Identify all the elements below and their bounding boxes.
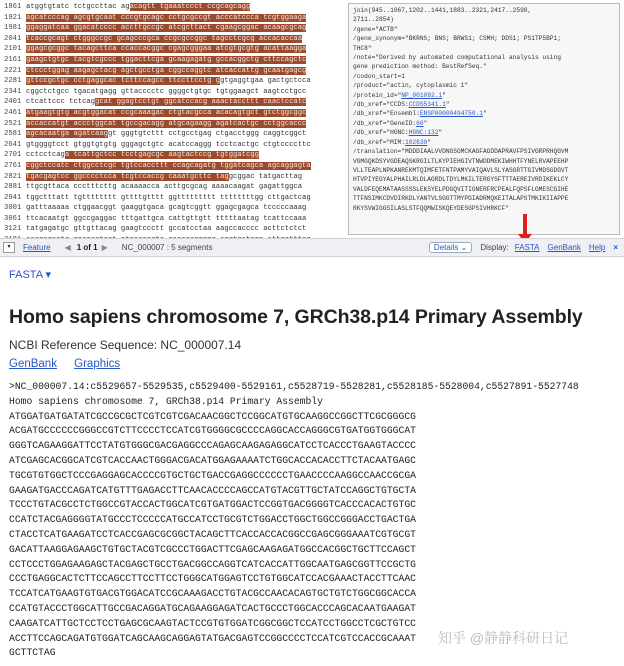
feature-line: /protein_id="NP_001092.1" [353, 91, 446, 99]
exon-highlight: atgaagtgtg acgtggacat ccgcaaagac ctgtacgcca acacagtgct gtctggcggc [26, 108, 307, 117]
exon-highlight: a tcattgctcc tcctgagcgc aagtactccg tgtggatcgg [64, 151, 259, 160]
sequence-line [4, 150, 349, 161]
feature-line [353, 157, 615, 166]
feature-text: join(945..1067,1202..1441,1883..2321,2417..2598, [353, 7, 532, 14]
sequence-line [4, 44, 349, 55]
fasta-sequence [9, 380, 579, 661]
fasta-sequence-line: GAAGATGACCCAGATCATGTTTGAGACCTTCAACACCCCAGCCATGTACGTTGCTATCCAGGCTGTGCTA [9, 484, 416, 496]
fasta-description: Homo sapiens chromosome 7, GRCh38.p14 Primary Assembly [9, 395, 323, 407]
sequence-line [4, 34, 349, 45]
feature-text: /db_xref="Ensembl: [353, 110, 420, 118]
exon-highlight: gcat ggagtcctgt ggcatccacg aaactaccttt caactccatc [95, 98, 307, 107]
display-link-help[interactable]: Help [588, 243, 606, 252]
feature-text: /db_xref="HGNC: [353, 129, 409, 137]
page-title: Homo sapiens chromosome 7, GRCh38.p14 Primary Assembly [9, 306, 583, 328]
fasta-sequence-line: CAAGATCATTGCTCCTCCTGAGCGCAAGTACTCCGTGTGGATCGGCGGCTCCATCCTGGCCTCGCTGTCC [9, 617, 416, 629]
feature-text: /protein_id=" [353, 91, 402, 99]
sequence-text: gatttaaaaa ctggaacggt gaaggtgaca gcagtcggtt ggagcgagca tcccccaaag [26, 204, 307, 213]
sequence-text: cggctctgcc tgacatgagg gttacccctc ggggctgtgc tgtggaagct aagtcctgcc [26, 87, 307, 96]
sequence-line [4, 87, 349, 98]
sequence-line [4, 214, 349, 225]
genbank-link[interactable]: GenBank [9, 358, 57, 370]
sequence-position: 2941 [4, 193, 22, 202]
display-link-fasta[interactable]: FASTA [514, 243, 540, 252]
exon-highlight: agcacaatga agatcaag [26, 130, 108, 139]
sequence-position: 1981 [4, 24, 22, 33]
sequence-line [4, 224, 349, 235]
fasta-sequence-line: CCATGTACCCTGGCATTGCCGACAGGATGCAGAAGGAGATCACTGCCCTGGCACCCAGCACAATGAAGAT [9, 602, 416, 614]
fasta-sequence-line: ATCGAGCACGGCATCGTCACCAACTGGGACGACATGGAGAAAATCTGGCACCACACCTTCTACAATGAGC [9, 454, 416, 466]
sequence-text: gt gggtgtcttt cctgcctgag ctgacctggg caggtcggct [107, 130, 307, 139]
feature-text: /translation="MDDDIAALVVDNGSGMCKAGFAGDDAPRAVFPSIVGRPRHQGVM [353, 148, 569, 156]
sequence-line [4, 161, 349, 172]
sequence-position: 3001 [4, 204, 22, 213]
sequence-text: gtgaggtgaa gactgctcca [220, 77, 311, 86]
fasta-sequence-line: GACATTAAGGAGAAGCTGTGCTACGTCGCCCTGGACTTCGAGCAAGAGATGGCCACGGCTGCTTCCAGCT [9, 543, 416, 555]
fasta-sequence-line: ACCTTCCAGCAGATGTGGATCAGCAAGCAGGAGTATGACGAGTCCGGCCCCTCCATCGTCCACCGCAAAT [9, 632, 416, 644]
sequence-line [4, 76, 349, 87]
sequence-line [4, 108, 349, 119]
viewer-toolbar [0, 238, 624, 257]
exon-highlight: gaagctgtgc tacgtcgccc tggacttcga gcaagagatg gccacggctg cttccagctc [26, 55, 307, 64]
sequence-text: gtggggtcct gtggtgtgtg gggagctgtc acatccaggg tcctcactgc ctgtccccttc [26, 140, 311, 149]
feature-text: VALDFEQEMATAASSSSLEKSYELPDGQVITIGNERFRCPEALFQPSFLGMESCGIHE [353, 185, 569, 193]
fasta-sequence-line: ATGGATGATGATATCGCCGCGCTCGTCGTCGACAACGGCTCCGGCATGTGCAAGGCCGGCTTCGCGGGCG [9, 410, 416, 422]
sequence-line [4, 172, 349, 183]
exon-highlight: gttccgctgc cctgaggcac tcttccagcc ttccttcctg g [26, 77, 221, 86]
fasta-sequence-line: CCATCTACGAGGGGTATGCCCTCCCCCATGCCATCCTGCGTCTGGACCTGGCTGGCCGGGACCTGACTGA [9, 514, 416, 526]
feature-text: THC8" [353, 44, 372, 52]
feature-link[interactable]: Feature [23, 243, 51, 252]
sequence-position: 1921 [4, 13, 22, 22]
feature-line [353, 147, 615, 156]
next-arrow-icon[interactable]: ▶ [101, 243, 108, 252]
feature-text: /db_xref="GeneID: [353, 119, 417, 127]
feature-line [353, 204, 615, 213]
watermark-text: 知乎 @静静科研日记 [438, 630, 569, 646]
exon-highlight: ggagcgcggc tacagcttca ccaccacggc cgagcgggaa atcgtgcgtg acattaagga [26, 45, 307, 54]
fasta-sequence-line: CCTCCCTGGAGAAGAGCTACGAGCTGCCTGACGGCCAGGTCATCACCATTGGCAATGAGCGGTTCCGCTG [9, 558, 416, 570]
sequence-line [4, 13, 349, 24]
sequence-position: 2281 [4, 77, 22, 86]
feature-text: /note="Derived by automated computational analysis using [353, 54, 561, 62]
feature-line [353, 194, 615, 203]
sequence-line [4, 23, 349, 34]
exon-highlight: tgacgagtcc ggcccctcca tcgtccaccg caaatgcttc tag [26, 172, 229, 181]
sequence-position: 2221 [4, 66, 22, 75]
fasta-sequence-line: TGCGTGTGGCTCCCGAGGAGCACCCCGTGCTGCTGACCGAGGCCCCCCTGAACCCCAAGGCCAACCGCGA [9, 469, 416, 481]
sequence-line [4, 129, 349, 140]
feature-text: VGMGQKDSYVGDEAQSKRGILTLKYPIEHGIVTNWDDMEKIWHHTFYNELRVAPEEHP [353, 157, 569, 165]
feature-line [353, 72, 615, 81]
sequence-line [4, 119, 349, 130]
sequence-text: ttcacaatgt ggccgaggac tttgattgca cattgttgtt tttttaatag tcattccaaa [26, 214, 307, 223]
feature-line: /db_xref="Ensembl:ENSP00000494750.1" [353, 110, 487, 118]
exon-highlight: accaccatgt accctggcat tgccgacagg atgcagaagg agatcactgc cctggcaccc [26, 119, 307, 128]
sequence-text: atggtgtatc tctgccttac ag [26, 3, 130, 11]
chevron-down-icon[interactable]: ▾ [3, 242, 15, 253]
sequence-text: ttgcgttaca ccctttcttg acaaaacca acttgcgcag aaaacaagat gagattggca [26, 183, 303, 192]
feature-line [353, 25, 615, 34]
exon-highlight: acagtt tgaaatccct ccgcagcagg [129, 3, 251, 11]
sequence-line [4, 55, 349, 66]
sequence-position: 3121 [4, 225, 22, 234]
feature-line [353, 166, 615, 175]
feature-line: /db_xref="CCDS:CCDS5341.1" [353, 101, 450, 109]
display-label: Display: [480, 243, 509, 252]
feature-line [353, 175, 615, 184]
sequence-position: 2041 [4, 34, 22, 43]
feature-xref-link[interactable]: HGNC:132 [408, 129, 439, 137]
feature-line [353, 6, 615, 15]
feature-line [353, 53, 615, 62]
feature-text: /db_xref="CCDS: [353, 101, 409, 109]
sequence-text: tatgagatgc gttgttacag gaagtccctt gccatcctaa aagccacccc acttctctct [26, 225, 307, 234]
feature-xref-link[interactable]: CCDS5341.1 [408, 101, 446, 109]
sequence-text: gcggac tatgacttag [228, 172, 303, 181]
feature-detail-panel [348, 3, 620, 235]
fasta-sequence-line: TCCATCATGAAGTGTGACGTGGACATCCGCAAAGACCTGTACGCCAACACAGTGCTGTCTGGCGGCACCA [9, 588, 416, 600]
sequence-position: 2461 [4, 108, 22, 117]
feature-xref-link[interactable]: 102630 [404, 138, 428, 146]
sequence-position: 3061 [4, 214, 22, 223]
fasta-format-dropdown[interactable]: FASTA ▾ [9, 269, 51, 281]
feature-text: /db_xref="MIM: [353, 138, 405, 146]
feature-xref-link[interactable]: ENSP00000494750.1 [419, 110, 483, 118]
sequence-position: 2821 [4, 172, 22, 181]
feature-text: /gene="ACTB" [353, 25, 398, 33]
sequence-position: 2521 [4, 119, 22, 128]
graphics-link[interactable]: Graphics [74, 358, 121, 370]
sequence-position: 2161 [4, 55, 22, 64]
feature-xref-link[interactable]: NP_001092.1 [401, 91, 443, 99]
fasta-sequence-line: CTACCTCATGAAGATCCTCACCGAGCGCGGCTACAGCTTCACCACCACGGCCGAGCGGGAAATCGTGCGT [9, 528, 416, 540]
sequence-position: 2701 [4, 151, 22, 160]
sequence-line [4, 193, 349, 204]
feature-line [353, 185, 615, 194]
exon-highlight: ctccctggag aagagctacg agctgcctga cggccaggtc atcaccattg gcaatgagcg [26, 66, 307, 75]
sequence-lines [4, 2, 349, 246]
sequence-line [4, 66, 349, 77]
feature-text: RKYSVWIGGSILASLSTFQQMWISKQEYDESGPSIVHRKCF" [353, 204, 509, 212]
feature-text: 2711..2854) [353, 16, 394, 24]
feature-text: HTVPIYEGYALPHAILRLDLAGRDLTDYLMKILTERGYSFTTTAEREIVRDIKEKLCY [353, 176, 569, 184]
fasta-sequence-line: GGGTCAGAAGGATTCCTATGTGGGCGACGAGGCCCAGAGCAAGAGAGGCATCCTCACCCTGAAGTACCCC [9, 440, 416, 452]
exon-highlight: ggaggatcaa ggacatcccc accttgccgc atcgcttact cgaagcggac acaagcgcag [26, 24, 307, 33]
sequence-position: 2581 [4, 130, 22, 139]
record-links [9, 358, 134, 370]
feature-line: /db_xref="HGNC:HGNC:132" [353, 129, 443, 137]
fasta-sequence-line: ACGATGCCCCCCGGGCCGTCTTCCCCTCCATCGTGGGGCGCCCCAGGCACCAGGGCGTGATGGTGGGCAT [9, 425, 416, 437]
sequence-line [4, 182, 349, 193]
sequence-line [4, 203, 349, 214]
feature-text: VLLTEAPLNPKANREKMTQIMFETFNTPAMYVAIQAVLSLYASGRTTGIVMDSGDGVT [353, 166, 569, 174]
sequence-line [4, 2, 349, 13]
sequence-text: tggctttatt tgtttttttt gttttgtttt ggttttttttt ttttttttgg cttgactcag [26, 193, 311, 202]
sequence-viewer-panel [0, 0, 624, 238]
exon-highlight: agcatcccag agcgtgcaat cccgtgcagc cctgcgccgt acccatccca tcgtggaaga [26, 13, 307, 22]
page-indicator: 1 of 1 [76, 243, 98, 252]
display-link-genbank[interactable]: GenBank [547, 243, 581, 252]
feature-text: /gene_synonym="BKRNS; BNS; BRWS1; CSMH; DDS1; PS1TP5BP1; [353, 35, 561, 43]
feature-line [353, 62, 615, 71]
exon-highlight: cggctccatc ctggcctcgc tgtccaccttt ccagcagatg tggatcagca agcaggagta [26, 161, 311, 170]
sequence-position: 2101 [4, 45, 22, 54]
sequence-position: 2401 [4, 98, 22, 107]
feature-text: gene prediction method: BestRefSeq." [353, 63, 487, 71]
fasta-sequence-line: GCTTCTAG [9, 647, 56, 659]
sequence-position: 2341 [4, 87, 22, 96]
sequence-text: ctcattccc tctcag [26, 98, 96, 107]
feature-text: TTFNSIMKCDVDIRKDLYANTVLSGGTTMYPGIADRMQKEITALAPSTMKIKIIAPPE [353, 195, 569, 203]
fasta-sequence-line: CCCTGAGGCACTCTTCCAGCCTTCCTTCCTGGGCATGGAGTCCTGTGGCATCCACGAAACTACCTTCAAC [9, 573, 416, 585]
details-label: Details [433, 243, 459, 252]
close-icon[interactable]: × [613, 243, 618, 252]
sequence-position: 1861 [4, 3, 22, 11]
prev-arrow-icon[interactable]: ◀ [64, 243, 71, 252]
sequence-line [4, 140, 349, 151]
feature-text: /codon_start=1 [353, 72, 405, 80]
feature-line: /db_xref="MIM:102630" [353, 138, 431, 146]
fasta-sequence-line: TCCCTGTACGCCTCTGGCCGTACCACTGGCATCGTGATGGACTCCGGTGACGGGGTCACCCACACTGTGC [9, 499, 416, 511]
fasta-header: >NC_000007.14:c5529657-5529535,c5529400-5529161,c5528719-5528281,c5528185-5528004,c5527891-5527748 [9, 381, 579, 392]
feature-line [353, 15, 615, 24]
feature-line: /db_xref="GeneID:60" [353, 119, 428, 127]
sequence-position: 2761 [4, 161, 22, 170]
feature-line [353, 81, 615, 90]
sequence-position: 2881 [4, 183, 22, 192]
feature-xref-link[interactable]: 60 [416, 119, 424, 127]
refseq-line: NCBI Reference Sequence: NC_000007.14 [9, 338, 242, 352]
sequence-position: 2641 [4, 140, 22, 149]
accession-segments: NC_000007 : 5 segments [121, 243, 213, 252]
sequence-text: cctcctcag [26, 151, 65, 160]
sequence-line [4, 97, 349, 108]
feature-line [353, 34, 615, 43]
feature-text: /product="actin, cytoplasmic 1" [353, 82, 469, 90]
exon-highlight: tcaccgcagt ctgggccgc gcagcccgca ccgcgccggc tagcctcgcg accacaccaa [26, 34, 303, 43]
feature-line [353, 44, 615, 53]
details-button[interactable]: Details ⌄ [429, 242, 472, 253]
